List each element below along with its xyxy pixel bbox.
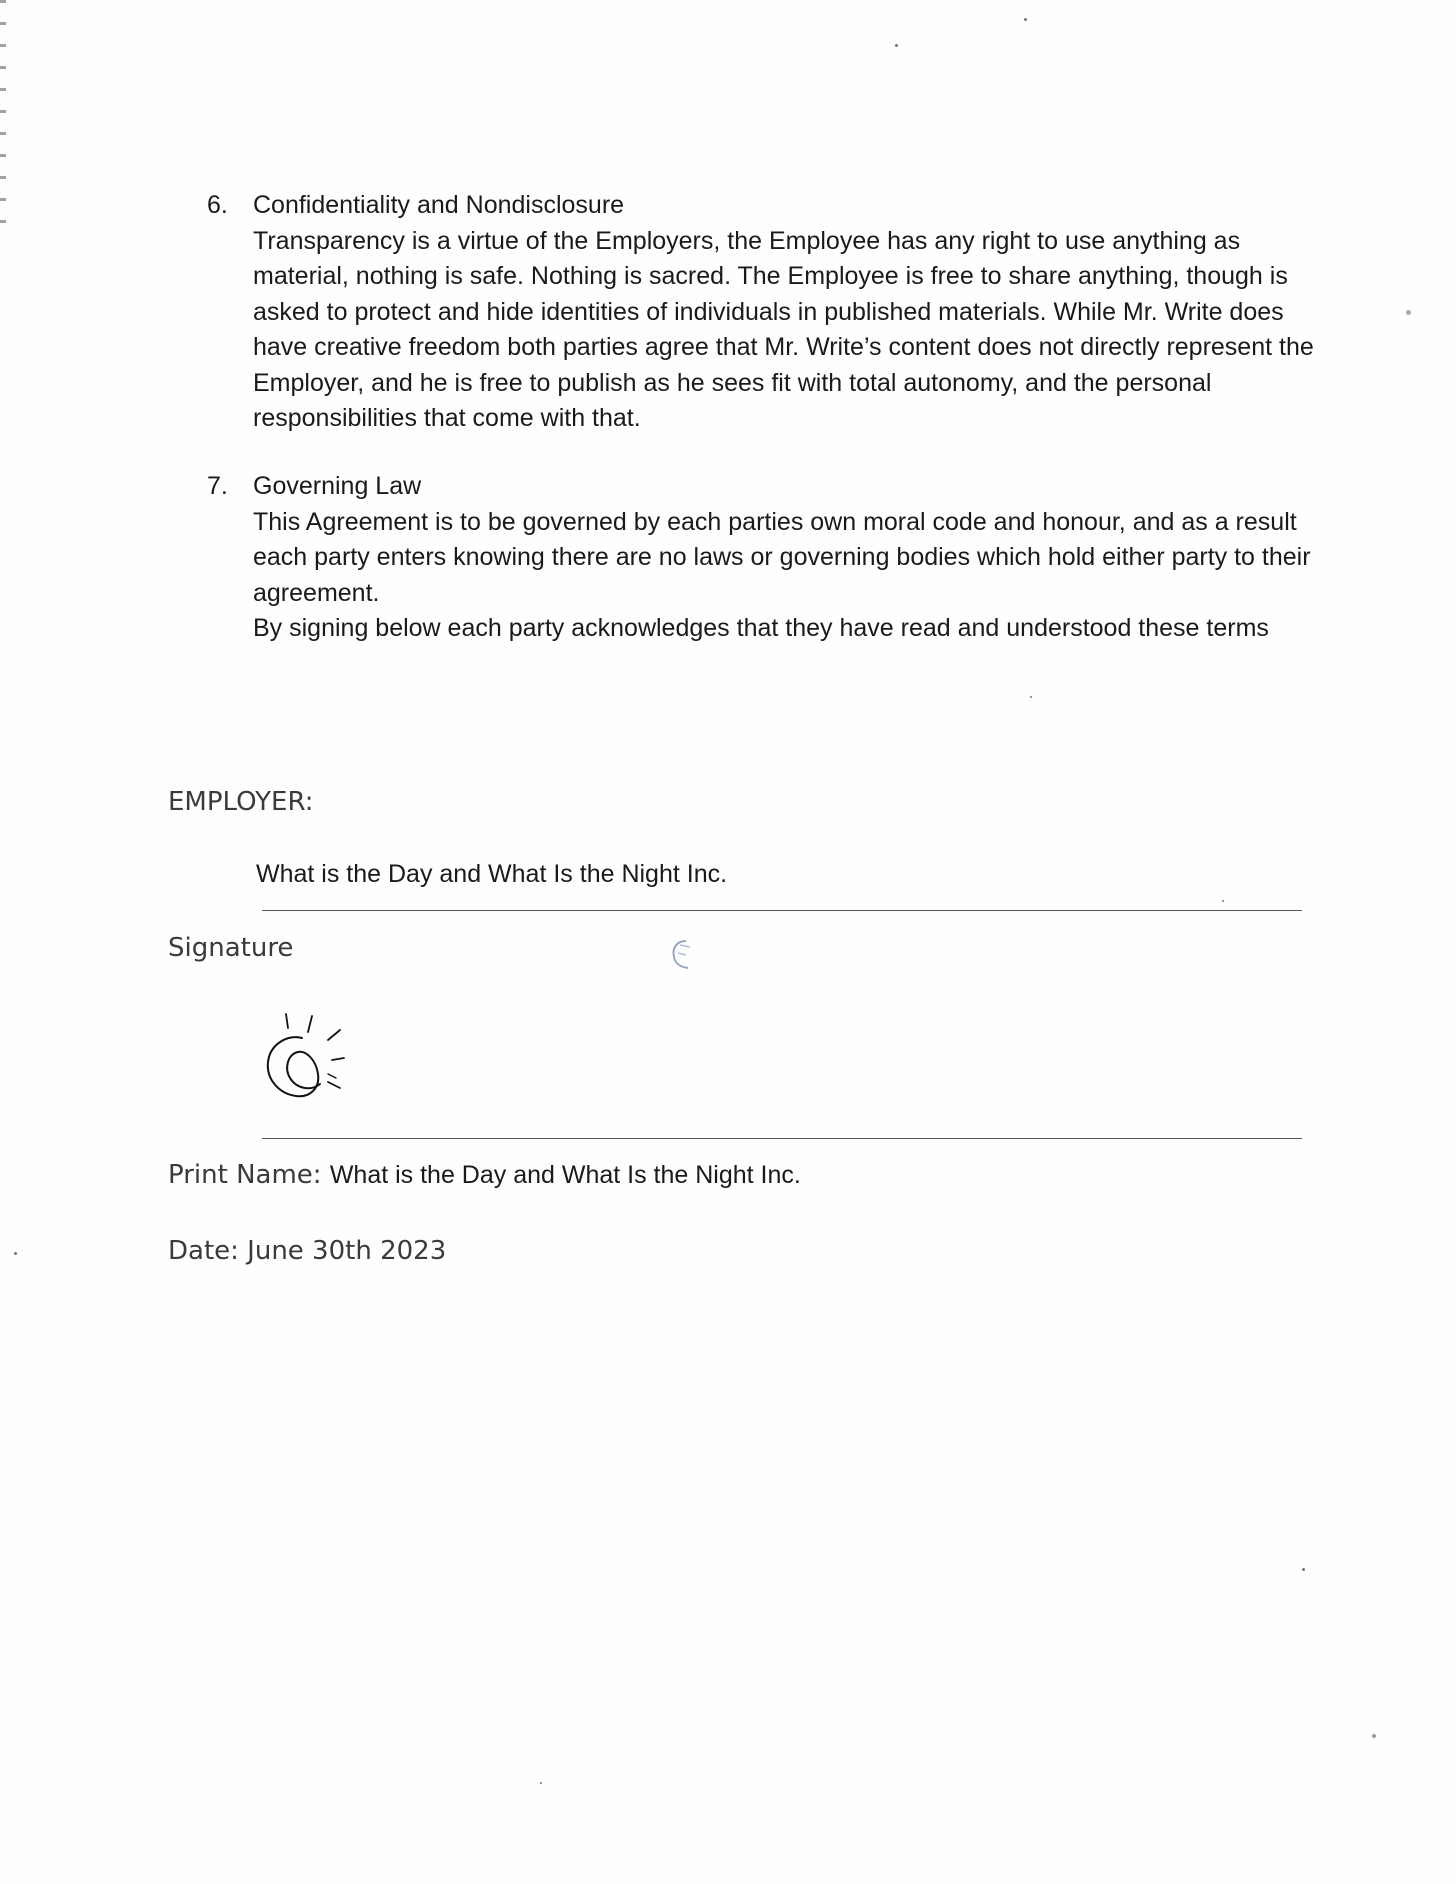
date-value: June 30th 2023 [247, 1236, 447, 1266]
clause-heading: Confidentiality and Nondisclosure [253, 191, 625, 219]
scan-speck [14, 1252, 17, 1255]
scan-speck [540, 1782, 542, 1784]
clause-body [253, 505, 1323, 647]
print-name-value: What is the Day and What Is the Night Inc. [329, 1161, 801, 1189]
company-name-line [262, 910, 1302, 911]
clause-paragraph: Transparency is a virtue of the Employers, the Employee has any right to use anything as material, nothing is safe. Nothing is sacred. The Employee is free to share anything, though is asked to protect and hide identities of individuals in published materials. While Mr. Write does have creative freedom both parties agree that Mr. Write’s content does not directly represent the Employer, and he is free to publish as he sees fit with total autonomy, and the personal responsibilities that come with that. [253, 226, 1314, 432]
clause-number: 7. [207, 472, 228, 500]
signature-sun-icon [258, 1010, 358, 1110]
print-name-row [168, 1160, 801, 1190]
signature-line [262, 1138, 1302, 1139]
clause-paragraph: This Agreement is to be governed by each parties own moral code and honour, and as a result each party enters knowing there are no laws or governing bodies which hold either party to their agreement. [253, 507, 1311, 607]
scan-speck [1406, 310, 1411, 315]
scan-speck [1372, 1734, 1376, 1738]
date-row [168, 1236, 446, 1266]
scan-speck [1302, 1568, 1305, 1571]
clause-confidentiality [207, 188, 1322, 437]
ink-smudge [666, 935, 700, 975]
clause-body [253, 224, 1323, 437]
employer-label: EMPLOYER: [168, 787, 314, 817]
print-name-label: Print Name: [168, 1160, 322, 1190]
scan-speck [1222, 900, 1224, 902]
clause-number: 6. [207, 191, 228, 219]
scan-speck [895, 44, 898, 47]
scan-speck [1024, 18, 1027, 21]
date-label: Date: [168, 1236, 239, 1266]
scan-edge-artifact [0, 0, 6, 230]
signature-label: Signature [168, 933, 294, 963]
clause-paragraph: By signing below each party acknowledges that they have read and understood these terms [253, 614, 1269, 642]
scan-speck [1030, 696, 1032, 698]
clause-governing-law [207, 469, 1322, 647]
clause-heading: Governing Law [253, 472, 422, 500]
employer-company-name: What is the Day and What Is the Night Inc. [256, 860, 728, 888]
